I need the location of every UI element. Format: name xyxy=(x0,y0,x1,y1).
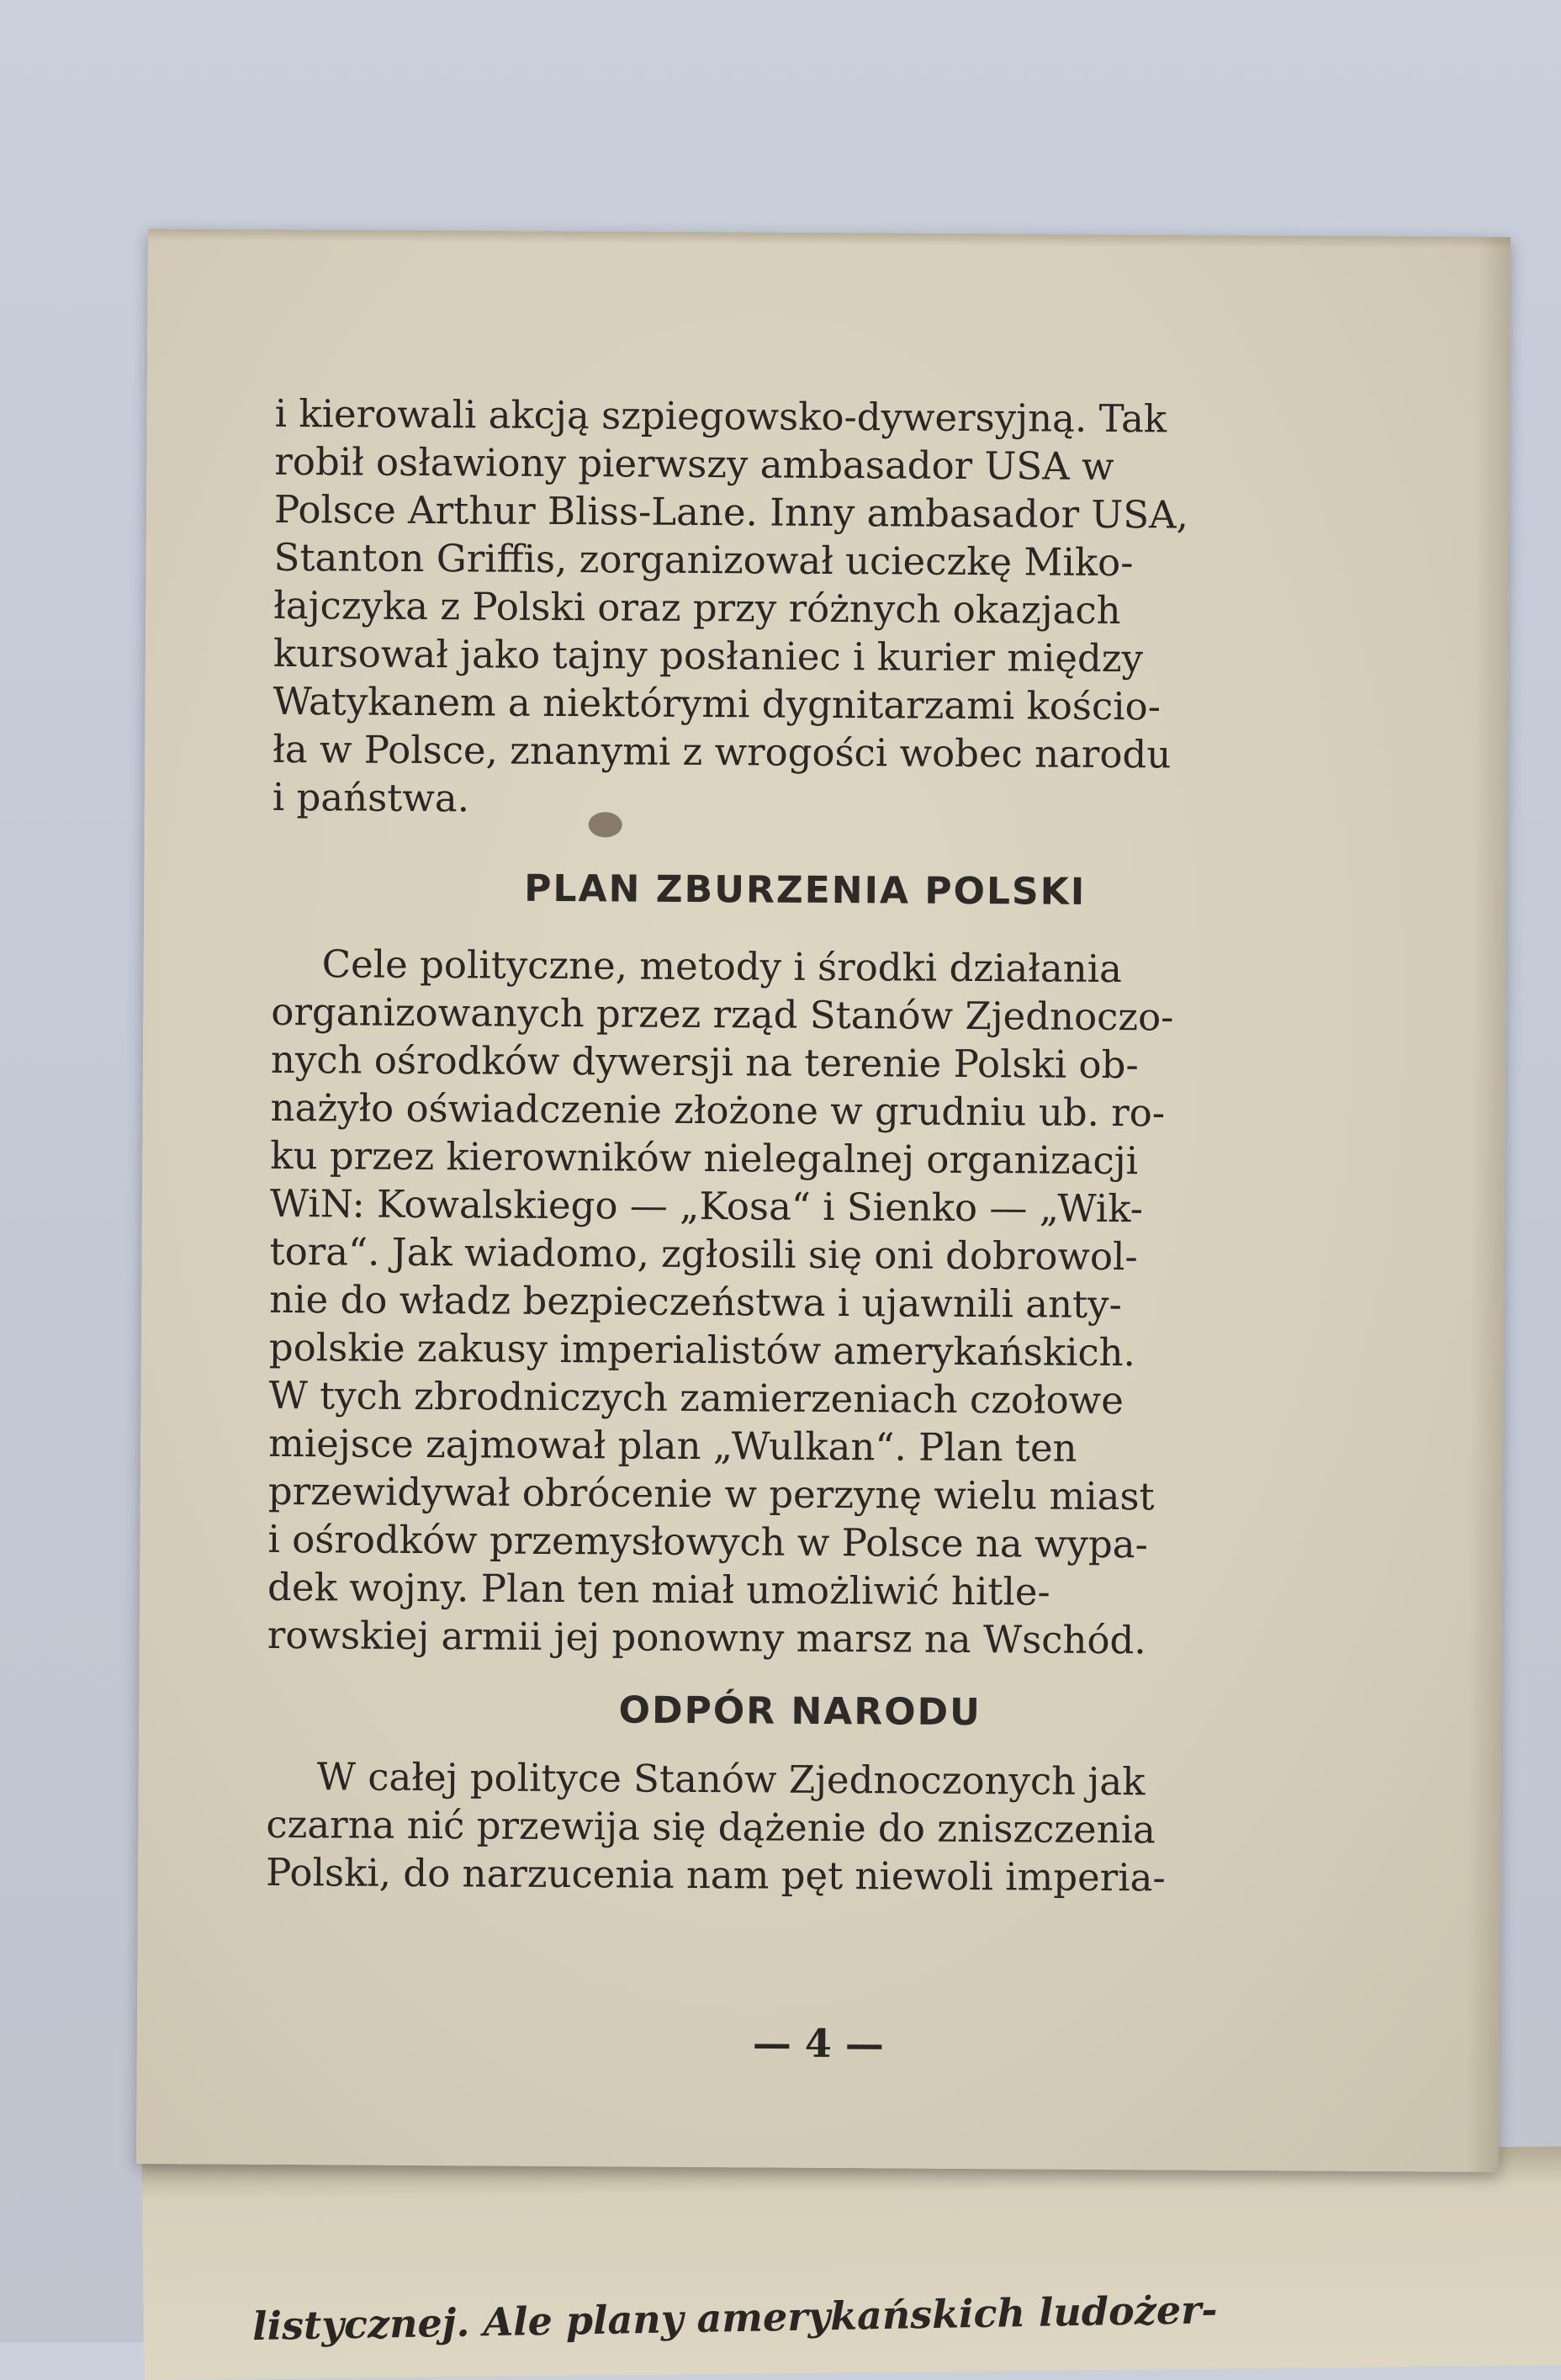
text-line: Stanton Griffis, zorganizował ucieczkę Miko- xyxy=(273,534,1134,586)
text-line: tora“. Jak wiadomo, zgłosili się oni dobrowol- xyxy=(269,1228,1138,1280)
page-text xyxy=(266,390,1341,1903)
text-line: dek wojny. Plan ten miał umożliwić hitle- xyxy=(267,1564,1050,1614)
text-line: i państwa. xyxy=(272,774,470,821)
text-line: W całej polityce Stanów Zjednoczonych jak xyxy=(316,1754,1146,1805)
paragraph-2 xyxy=(267,940,1338,1666)
paragraph-3 xyxy=(266,1752,1333,1903)
heading-odpor-narodu: ODPÓR NARODU xyxy=(618,1688,982,1735)
text-line: ła w Polsce, znanymi z wrogości wobec narodu xyxy=(273,726,1172,777)
page-number: — 4 — xyxy=(752,2020,885,2067)
heading-plan-zburzenia: PLAN ZBURZENIA POLSKI xyxy=(524,867,1087,914)
text-line: łajczyka z Polski oraz przy różnych okazjach xyxy=(273,582,1121,633)
text-line: Cele polityczne, metody i środki działania xyxy=(321,941,1123,992)
text-line: robił osławiony pierwszy ambasador USA w xyxy=(274,438,1114,490)
text-line: i kierowali akcją szpiegowsko-dywersyjną. Tak xyxy=(274,390,1167,442)
text-line: przewidywał obrócenie w perzynę wielu miast xyxy=(267,1468,1155,1519)
text-line: nie do władz bezpieczeństwa i ujawnili anty- xyxy=(269,1276,1122,1328)
next-page-text: listycznej. Ale plany amerykańskich ludożer- xyxy=(251,2287,1218,2350)
text-line: kursował jako tajny posłaniec i kurier między xyxy=(273,630,1144,681)
text-line: WiN: Kowalskiego — „Kosa“ i Sienko — „Wik- xyxy=(269,1180,1144,1232)
text-line: Watykanem a niektórymi dygnitarzami kościo- xyxy=(273,678,1161,729)
text-line: rowskiej armii jej ponowny marsz na Wschód. xyxy=(267,1612,1146,1663)
text-line: Polsce Arthur Bliss-Lane. Inny ambasador USA, xyxy=(273,486,1189,538)
text-line: nażyło oświadczenie złożone w grudniu ub. ro- xyxy=(270,1084,1166,1136)
text-line: czarna nić przewija się dążenie do zniszczenia xyxy=(266,1801,1156,1853)
text-line: miejsce zajmował plan „Wulkan“. Plan ten xyxy=(268,1420,1077,1471)
text-line: i ośrodków przemysłowych w Polsce na wypa- xyxy=(267,1516,1148,1567)
text-line: nych ośrodków dywersji na terenie Polski ob- xyxy=(270,1036,1139,1088)
booklet-page xyxy=(136,229,1511,2172)
paragraph-1 xyxy=(273,390,1341,828)
text-line: organizowanych przez rząd Stanów Zjednoczo- xyxy=(271,989,1174,1040)
text-line: ku przez kierowników nielegalnej organizacji xyxy=(270,1132,1139,1184)
text-line: Polski, do narzucenia nam pęt niewoli imperia- xyxy=(265,1849,1166,1900)
text-line: polskie zakusy imperialistów amerykańskich. xyxy=(268,1324,1136,1376)
text-line: W tych zbrodniczych zamierzeniach czołowe xyxy=(268,1372,1124,1423)
